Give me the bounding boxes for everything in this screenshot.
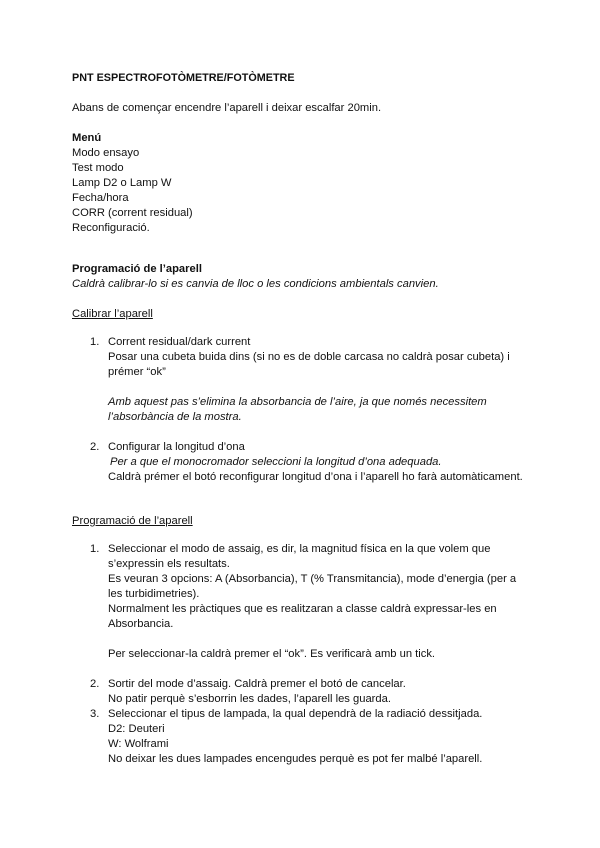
programacio2-heading: Programació de l’aparell xyxy=(72,515,193,527)
step-text: No deixar les dues lampades encengudes perquè es pot fer malbé l’aparell. xyxy=(108,753,483,765)
step-text: prémer “ok” xyxy=(108,366,166,378)
list-number: 2. xyxy=(90,678,100,690)
list-item xyxy=(72,707,532,767)
step-note: Per a que el monocromador seleccioni la longitud d’ona adequada. xyxy=(110,456,442,468)
menu-item: Test modo xyxy=(72,162,124,174)
step-text: Posar una cubeta buida dins (si no es de doble carcasa no caldrà posar cubeta) i xyxy=(108,351,510,363)
step-text: Es veuran 3 opcions: A (Absorbancia), T (% Transmitancia), mode d’energia (per a xyxy=(108,573,517,585)
programacio2-list xyxy=(72,542,532,767)
programacio-heading: Programació de l’aparell xyxy=(72,263,202,275)
list-item xyxy=(72,440,532,485)
programacio-section xyxy=(72,262,542,292)
menu-section xyxy=(72,131,542,236)
programacio-note: Caldrà calibrar-lo si es canvia de lloc o les condicions ambientals canvien. xyxy=(72,278,439,290)
step-title: Corrent residual/dark current xyxy=(108,336,251,348)
step-title: Configurar la longitud d’ona xyxy=(108,441,245,453)
step-text: Per seleccionar-la caldrà premer el “ok”. Es verificarà amb un tick. xyxy=(108,648,436,660)
intro-paragraph: Abans de començar encendre l’aparell i deixar escalfar 20min. xyxy=(72,102,382,114)
step-text: D2: Deuteri xyxy=(108,723,165,735)
menu-item: Modo ensayo xyxy=(72,147,140,159)
step-text: Normalment les pràctiques que es realitzaran a classe caldrà expressar-les en xyxy=(108,603,497,615)
step-text: W: Wolframi xyxy=(108,738,169,750)
step-text: Caldrà prémer el botó reconfigurar longitud d’ona i l’aparell ho farà automàticament. xyxy=(108,471,523,483)
list-number: 1. xyxy=(90,543,100,555)
step-text: No patir perquè s’esborrin les dades, l’aparell les guarda. xyxy=(108,693,391,705)
step-text: Absorbancia. xyxy=(108,618,174,630)
menu-item: Fecha/hora xyxy=(72,192,129,204)
list-number: 3. xyxy=(90,708,100,720)
calibrar-list xyxy=(72,335,532,485)
list-number: 1. xyxy=(90,336,100,348)
list-item xyxy=(72,677,532,707)
step-note: Amb aquest pas s’elimina la absorbancia de l’aire, ja que només necessitem xyxy=(108,396,487,408)
document-title: PNT ESPECTROFOTÒMETRE/FOTÒMETRE xyxy=(72,72,295,84)
menu-item: Reconfiguració. xyxy=(72,222,150,234)
list-item xyxy=(72,542,532,662)
step-text: s’expressin els resultats. xyxy=(108,558,230,570)
list-number: 2. xyxy=(90,441,100,453)
step-text: Seleccionar el tipus de lampada, la qual dependrà de la radiació dessitjada. xyxy=(108,708,483,720)
step-text: les turbidimetries). xyxy=(108,588,200,600)
step-text: Sortir del mode d’assaig. Caldrà premer el botó de cancelar. xyxy=(108,678,406,690)
calibrar-heading: Calibrar l’aparell xyxy=(72,308,153,320)
menu-heading: Menú xyxy=(72,132,102,144)
menu-item: Lamp D2 o Lamp W xyxy=(72,177,172,189)
step-note: l’absorbància de la mostra. xyxy=(108,411,242,423)
list-item xyxy=(72,335,532,425)
step-text: Seleccionar el modo de assaig, es dir, la magnitud física en la que volem que xyxy=(108,543,491,555)
menu-item: CORR (corrent residual) xyxy=(72,207,193,219)
